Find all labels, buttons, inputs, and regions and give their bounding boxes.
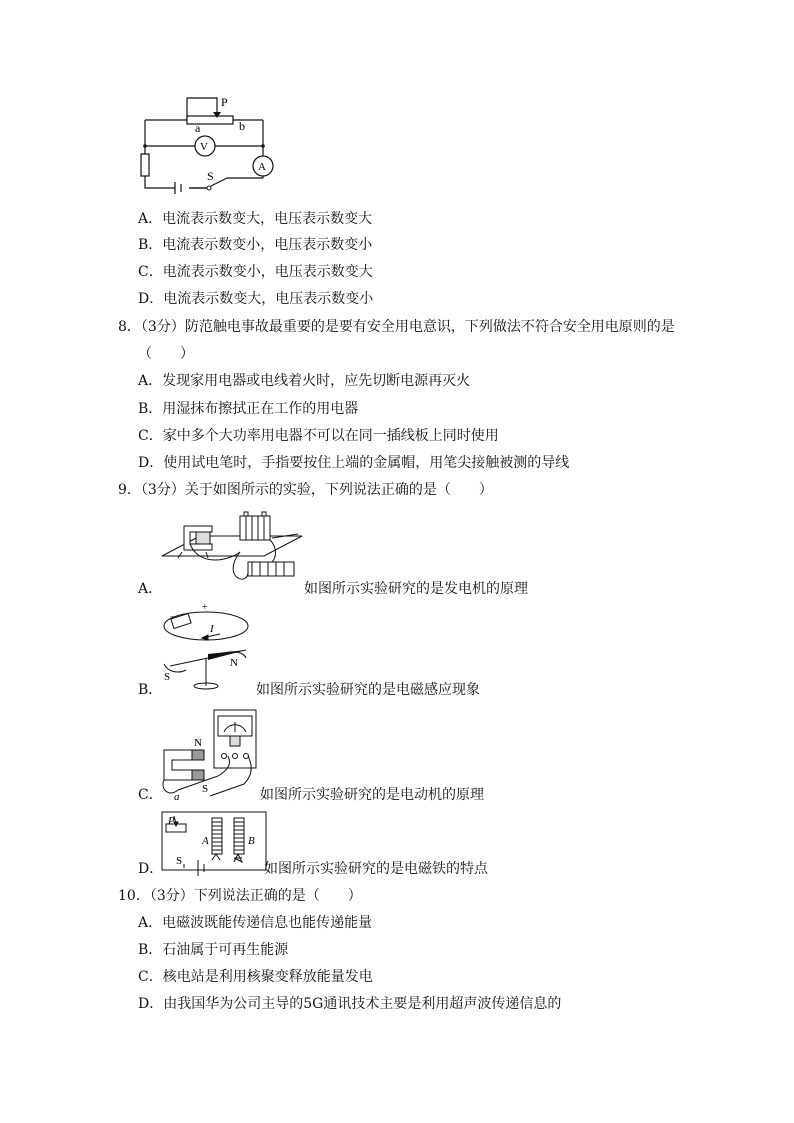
q7-option-b: B．电流表示数变小，电压表示数变小	[138, 237, 373, 253]
q7-option-d: D．电流表示数变大，电压表示数变小	[138, 291, 374, 307]
q9d-s-label: S	[176, 855, 183, 867]
q9-option-c-letter: C．	[138, 787, 163, 803]
q9-option-a-letter: A．	[138, 581, 163, 597]
q9c-a-label: a	[174, 791, 180, 802]
q10-option-d: D．由我国华为公司主导的5G通讯技术主要是利用超声波传递信息的	[138, 996, 562, 1012]
q7-voltmeter-label: V	[200, 141, 208, 153]
q10-option-b: B．石油属于可再生能源	[138, 942, 289, 958]
q9b-n-label: N	[230, 657, 238, 669]
q9-figure-d	[158, 810, 268, 876]
q7-circuit-diagram	[135, 94, 275, 194]
q9-option-d-letter: D．	[138, 861, 164, 877]
q7-ammeter-label: A	[258, 161, 266, 173]
q7-label-a: a	[195, 121, 201, 135]
q9d-a-label: A	[202, 835, 209, 847]
q7-option-a: A．电流表示数变大，电压表示数变大	[138, 211, 373, 227]
q9d-p-label: P	[168, 815, 175, 827]
q8-option-c: C．家中多个大功率用电器不可以在同一插线板上同时使用	[138, 428, 499, 444]
q9-option-a-text: 如图所示实验研究的是发电机的原理	[304, 581, 528, 597]
q7-label-b: b	[239, 119, 245, 133]
q9c-s-label: S	[202, 783, 209, 795]
q8-bracket: （ ）	[138, 346, 194, 362]
q8-option-b: B．用湿抹布擦拭正在工作的用电器	[138, 401, 359, 417]
q9-option-d-text: 如图所示实验研究的是电磁铁的特点	[264, 861, 488, 877]
q9d-b-label: B	[248, 835, 255, 847]
q9-figure-a	[160, 508, 306, 590]
q9b-minus-label: −	[170, 612, 176, 623]
q9-option-b-letter: B．	[138, 682, 163, 698]
q9b-s-label: S	[164, 671, 171, 683]
q10-stem: 10．（3分）下列说法正确的是（ ）	[118, 888, 362, 904]
q7-label-p: P	[221, 95, 228, 109]
q7-switch-label: S	[207, 169, 214, 183]
q8-option-a: A．发现家用电器或电线着火时，应先切断电源再灭火	[138, 373, 471, 389]
q9-option-b-text: 如图所示实验研究的是电磁感应现象	[256, 682, 480, 698]
q8-option-d: D．使用试电笔时，手指要按住上端的金属帽，用笔尖接触被测的导线	[138, 455, 570, 471]
q9b-plus-label: +	[202, 604, 208, 613]
q9b-current-label: I	[210, 623, 214, 635]
q9-stem: 9．（3分）关于如图所示的实验，下列说法正确的是（ ）	[118, 482, 493, 498]
q9-option-c-text: 如图所示实验研究的是电动机的原理	[260, 787, 484, 803]
q9-figure-c	[158, 708, 260, 802]
q9c-n-label: N	[194, 737, 202, 749]
q8-stem: 8．（3分）防范触电事故最重要的是要有安全用电意识，下列做法不符合安全用电原则的是	[118, 319, 675, 335]
q10-option-a: A．电磁波既能传递信息也能传递能量	[138, 915, 373, 931]
q7-option-c: C．电流表示数变小，电压表示数变大	[138, 264, 373, 280]
q10-option-c: C．核电站是利用核聚变释放能量发电	[138, 969, 373, 985]
q9-figure-b	[158, 604, 256, 690]
